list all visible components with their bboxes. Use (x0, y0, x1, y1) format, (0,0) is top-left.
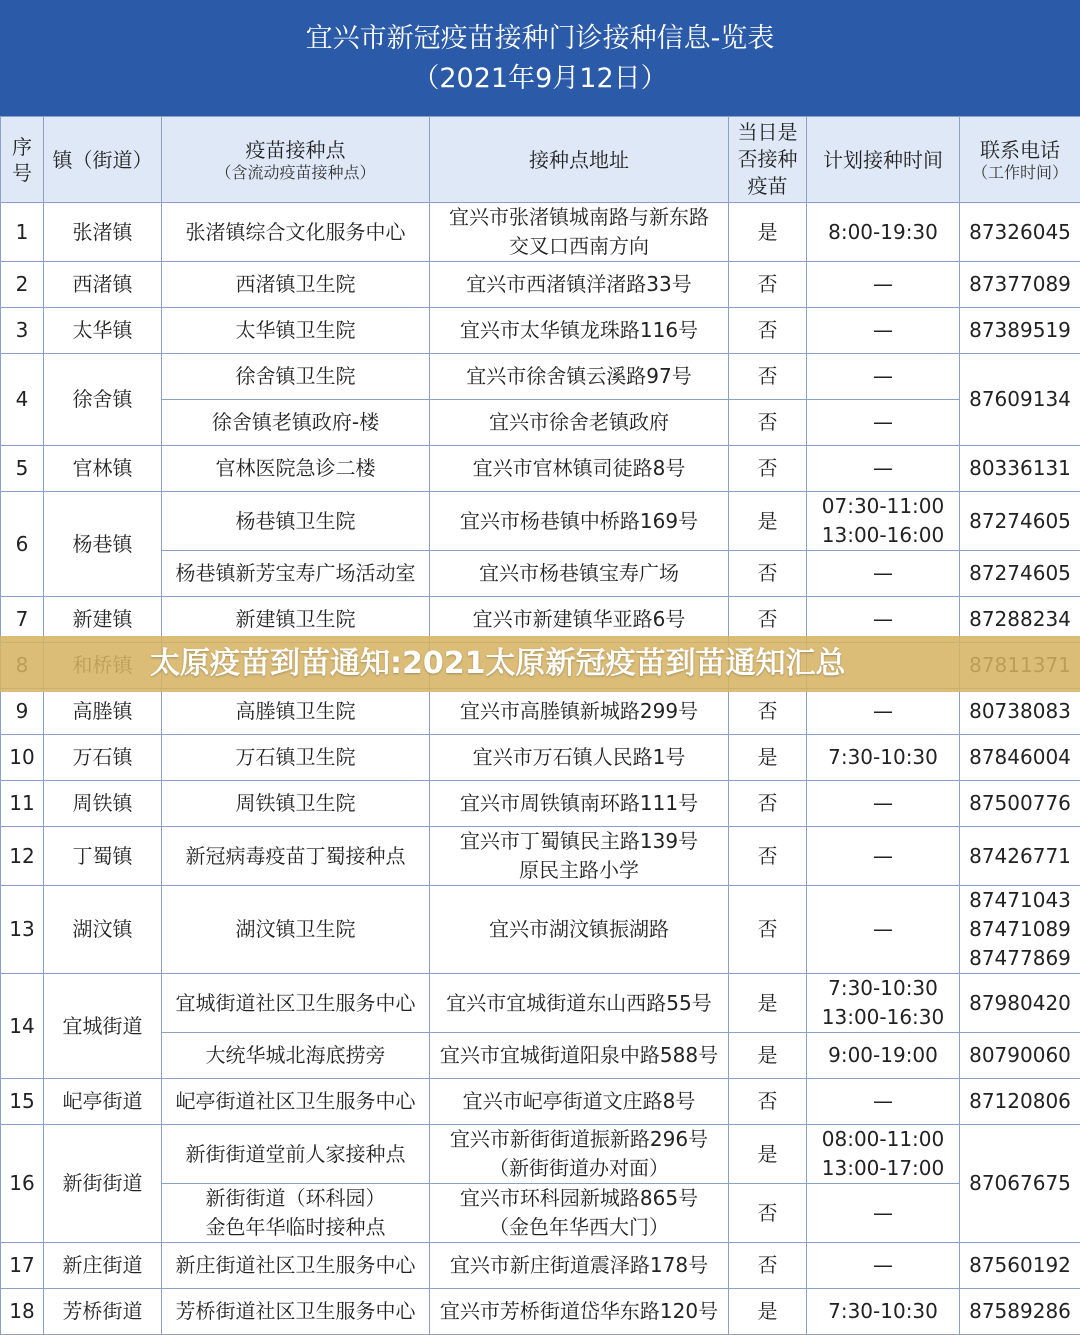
today-cell: 否 (729, 308, 807, 354)
town-cell: 杨巷镇 (44, 492, 162, 597)
time-cell (807, 827, 960, 886)
time-cell (807, 262, 960, 308)
address-cell-line: 宜兴市徐舍镇云溪路97号 (432, 362, 726, 391)
address-cell-line: 宜兴市丁蜀镇民主路139号 (432, 827, 726, 856)
town-cell: 徐舍镇 (44, 354, 162, 446)
time-cell-line: 13:00-16:30 (809, 1003, 957, 1032)
address-cell (430, 262, 729, 308)
site-cell: 屺亭街道社区卫生服务中心 (162, 1079, 430, 1125)
address-cell-line: 宜兴市太华镇龙珠路116号 (432, 316, 726, 345)
phone-cell (960, 689, 1080, 735)
address-cell (430, 354, 729, 400)
time-cell (807, 974, 960, 1033)
table-row (1, 1079, 1080, 1125)
address-cell-line: 宜兴市西渚镇洋渚路33号 (432, 270, 726, 299)
today-cell: 否 (729, 400, 807, 446)
today-cell: 否 (729, 354, 807, 400)
today-cell: 否 (729, 551, 807, 597)
town-cell: 新街街道 (44, 1125, 162, 1243)
address-cell (430, 1125, 729, 1184)
town-cell: 万石镇 (44, 735, 162, 781)
phone-cell-line: 87389519 (962, 316, 1078, 345)
address-cell (430, 735, 729, 781)
address-cell-line: 宜兴市湖汶镇振湖路 (432, 915, 726, 944)
time-cell (807, 1184, 960, 1243)
address-cell (430, 689, 729, 735)
address-cell (430, 446, 729, 492)
today-cell: 是 (729, 1289, 807, 1335)
time-cell-line: — (809, 842, 957, 871)
col-address-header: 接种点地址 (430, 117, 729, 203)
seq-cell: 14 (1, 974, 44, 1079)
site-cell: 湖汶镇卫生院 (162, 886, 430, 974)
today-cell: 否 (729, 1184, 807, 1243)
table-row (1, 1125, 1080, 1184)
today-cell: 否 (729, 262, 807, 308)
phone-cell-line: 87274605 (962, 507, 1078, 536)
site-cell: 高塍镇卫生院 (162, 689, 430, 735)
page-date: （2021年9月12日） (0, 60, 1080, 98)
address-cell-line: 原民主路小学 (432, 856, 726, 885)
site-cell: 官林医院急诊二楼 (162, 446, 430, 492)
time-cell (807, 1079, 960, 1125)
time-cell-line: — (809, 559, 957, 588)
address-cell-line: 宜兴市杨巷镇中桥路169号 (432, 507, 726, 536)
time-cell (807, 354, 960, 400)
table-row (1, 1184, 1080, 1243)
time-cell-line: 7:30-10:30 (809, 743, 957, 772)
town-cell: 周铁镇 (44, 781, 162, 827)
phone-cell (960, 781, 1080, 827)
table-row (1, 974, 1080, 1033)
time-cell-line: — (809, 697, 957, 726)
col-town-header: 镇（街道） (44, 117, 162, 203)
site-cell: 太华镇卫生院 (162, 308, 430, 354)
time-cell-line: 07:30-11:00 (809, 492, 957, 521)
address-cell-line: 宜兴市环科园新城路865号 (432, 1184, 726, 1213)
site-cell: 新庄街道社区卫生服务中心 (162, 1243, 430, 1289)
phone-cell (960, 1079, 1080, 1125)
address-cell-line: 宜兴市官林镇司徒路8号 (432, 454, 726, 483)
address-cell-line: 宜兴市周铁镇南环路111号 (432, 789, 726, 818)
seq-cell: 7 (1, 597, 44, 643)
phone-cell (960, 308, 1080, 354)
time-cell-line: — (809, 316, 957, 345)
address-cell-line: 宜兴市杨巷镇宝寿广场 (432, 559, 726, 588)
today-cell: 是 (729, 492, 807, 551)
site-cell: 芳桥街道社区卫生服务中心 (162, 1289, 430, 1335)
address-cell-line: 交叉口西南方向 (432, 232, 726, 261)
seq-cell: 12 (1, 827, 44, 886)
site-cell: 杨巷镇卫生院 (162, 492, 430, 551)
col-today-header: 当日是否接种疫苗 (729, 117, 807, 203)
table-row (1, 1243, 1080, 1289)
seq-cell: 16 (1, 1125, 44, 1243)
phone-cell-line: 87471089 (962, 915, 1078, 944)
time-cell (807, 400, 960, 446)
site-cell: 周铁镇卫生院 (162, 781, 430, 827)
address-cell (430, 781, 729, 827)
phone-cell (960, 262, 1080, 308)
table-row (1, 1033, 1080, 1079)
time-cell-line: — (809, 454, 957, 483)
time-cell-line: — (809, 1251, 957, 1280)
seq-cell: 9 (1, 689, 44, 735)
seq-cell: 13 (1, 886, 44, 974)
address-cell (430, 827, 729, 886)
address-cell-line: 宜兴市新庄街道震泽路178号 (432, 1251, 726, 1280)
time-cell (807, 492, 960, 551)
phone-cell-line: 80336131 (962, 454, 1078, 483)
table-row (1, 551, 1080, 597)
today-cell: 否 (729, 446, 807, 492)
phone-cell-line: 87377089 (962, 270, 1078, 299)
phone-cell (960, 492, 1080, 551)
today-cell: 是 (729, 203, 807, 262)
town-cell: 新庄街道 (44, 1243, 162, 1289)
time-cell (807, 1125, 960, 1184)
address-cell (430, 1289, 729, 1335)
time-cell (807, 203, 960, 262)
address-cell-line: 宜兴市芳桥街道岱华东路120号 (432, 1297, 726, 1326)
address-cell (430, 551, 729, 597)
overlay-banner: 太原疫苗到苗通知:2021太原新冠疫苗到苗通知汇总 (0, 636, 1080, 692)
table-row (1, 827, 1080, 886)
address-cell (430, 1243, 729, 1289)
address-cell-line: 宜兴市宜城街道东山西路55号 (432, 989, 726, 1018)
phone-cell (960, 203, 1080, 262)
town-cell: 官林镇 (44, 446, 162, 492)
address-cell (430, 1033, 729, 1079)
address-cell-line: 宜兴市宜城街道阳泉中路588号 (432, 1041, 726, 1070)
town-cell: 高塍镇 (44, 689, 162, 735)
phone-cell (960, 1125, 1080, 1243)
site-cell-line: 新街街道（环科园） (164, 1184, 427, 1213)
time-cell-line: — (809, 915, 957, 944)
table-row (1, 400, 1080, 446)
address-cell (430, 492, 729, 551)
table-row (1, 781, 1080, 827)
col-time-header: 计划接种时间 (807, 117, 960, 203)
time-cell-line: 13:00-17:00 (809, 1154, 957, 1183)
site-cell (162, 1184, 430, 1243)
table-row (1, 308, 1080, 354)
site-cell-line: 金色年华临时接种点 (164, 1213, 427, 1242)
today-cell: 否 (729, 597, 807, 643)
time-cell-line: 7:30-10:30 (809, 974, 957, 1003)
table-row (1, 689, 1080, 735)
seq-cell: 5 (1, 446, 44, 492)
time-cell (807, 1289, 960, 1335)
time-cell (807, 886, 960, 974)
phone-cell (960, 1033, 1080, 1079)
table-row (1, 735, 1080, 781)
site-cell: 杨巷镇新芳宝寿广场活动室 (162, 551, 430, 597)
seq-cell: 10 (1, 735, 44, 781)
time-cell (807, 551, 960, 597)
col-phone-header: 联系电话 （工作时间） (960, 117, 1080, 203)
phone-cell-line: 87120806 (962, 1087, 1078, 1116)
time-cell (807, 1033, 960, 1079)
col-site-header: 疫苗接种点 （含流动疫苗接种点） (162, 117, 430, 203)
today-cell: 否 (729, 1243, 807, 1289)
address-cell (430, 203, 729, 262)
seq-cell: 3 (1, 308, 44, 354)
time-cell-line: — (809, 1087, 957, 1116)
address-cell-line: 宜兴市新街街道振新路296号 (432, 1125, 726, 1154)
seq-cell: 11 (1, 781, 44, 827)
address-cell-line: 宜兴市新建镇华亚路6号 (432, 605, 726, 634)
table-row (1, 1289, 1080, 1335)
phone-cell-line: 87980420 (962, 989, 1078, 1018)
vaccination-table (0, 116, 1080, 1335)
phone-cell (960, 446, 1080, 492)
site-cell: 新建镇卫生院 (162, 597, 430, 643)
time-cell (807, 1243, 960, 1289)
today-cell: 是 (729, 735, 807, 781)
town-cell: 屺亭街道 (44, 1079, 162, 1125)
time-cell (807, 308, 960, 354)
seq-cell: 4 (1, 354, 44, 446)
address-cell (430, 1184, 729, 1243)
phone-cell-line: 87274605 (962, 559, 1078, 588)
page-title: 宜兴市新冠疫苗接种门诊接种信息-览表 (0, 20, 1080, 58)
today-cell: 是 (729, 1033, 807, 1079)
town-cell: 湖汶镇 (44, 886, 162, 974)
time-cell (807, 781, 960, 827)
phone-cell-line: 87589286 (962, 1297, 1078, 1326)
today-cell: 否 (729, 827, 807, 886)
phone-cell (960, 551, 1080, 597)
address-cell (430, 886, 729, 974)
address-cell-line: （新街街道办对面） (432, 1154, 726, 1183)
phone-cell-line: 87500776 (962, 789, 1078, 818)
phone-cell-line: 80738083 (962, 697, 1078, 726)
phone-cell-line: 87846004 (962, 743, 1078, 772)
site-cell: 张渚镇综合文化服务中心 (162, 203, 430, 262)
time-cell-line: 9:00-19:00 (809, 1041, 957, 1070)
phone-cell-line: 87609134 (962, 385, 1078, 414)
site-cell: 新街街道堂前人家接种点 (162, 1125, 430, 1184)
town-cell: 新建镇 (44, 597, 162, 643)
time-cell-line: — (809, 605, 957, 634)
seq-cell: 6 (1, 492, 44, 597)
town-cell: 丁蜀镇 (44, 827, 162, 886)
town-cell: 宜城街道 (44, 974, 162, 1079)
phone-cell-line: 87288234 (962, 605, 1078, 634)
town-cell: 芳桥街道 (44, 1289, 162, 1335)
time-cell-line: 8:00-19:30 (809, 218, 957, 247)
table-row (1, 262, 1080, 308)
town-cell: 张渚镇 (44, 203, 162, 262)
time-cell-line: 7:30-10:30 (809, 1297, 957, 1326)
town-cell: 西渚镇 (44, 262, 162, 308)
time-cell-line: — (809, 270, 957, 299)
phone-cell (960, 1289, 1080, 1335)
time-cell-line: — (809, 1199, 957, 1228)
today-cell: 是 (729, 1125, 807, 1184)
phone-cell (960, 827, 1080, 886)
address-cell-line: 宜兴市张渚镇城南路与新东路 (432, 203, 726, 232)
time-cell-line: 08:00-11:00 (809, 1125, 957, 1154)
phone-cell-line: 87471043 (962, 886, 1078, 915)
today-cell: 否 (729, 886, 807, 974)
phone-cell (960, 735, 1080, 781)
site-cell: 徐舍镇卫生院 (162, 354, 430, 400)
address-cell-line: 宜兴市万石镇人民路1号 (432, 743, 726, 772)
town-cell: 太华镇 (44, 308, 162, 354)
table-row (1, 354, 1080, 400)
address-cell-line: 宜兴市高塍镇新城路299号 (432, 697, 726, 726)
time-cell (807, 689, 960, 735)
site-cell: 新冠病毒疫苗丁蜀接种点 (162, 827, 430, 886)
time-cell-line: — (809, 789, 957, 818)
table-header-row (1, 117, 1080, 203)
seq-cell: 15 (1, 1079, 44, 1125)
address-cell-line: 宜兴市徐舍老镇政府 (432, 408, 726, 437)
seq-cell: 1 (1, 203, 44, 262)
phone-cell-line: 80790060 (962, 1041, 1078, 1070)
site-cell: 大统华城北海底捞旁 (162, 1033, 430, 1079)
phone-cell-line: 87067675 (962, 1169, 1078, 1198)
seq-cell: 18 (1, 1289, 44, 1335)
time-cell-line: 13:00-16:00 (809, 521, 957, 550)
time-cell (807, 735, 960, 781)
address-cell (430, 400, 729, 446)
address-cell-line: 宜兴市屺亭街道文庄路8号 (432, 1087, 726, 1116)
phone-cell-line: 87477869 (962, 944, 1078, 973)
address-cell (430, 974, 729, 1033)
time-cell-line: — (809, 408, 957, 437)
table-row (1, 886, 1080, 974)
table-body (1, 203, 1080, 1335)
address-cell (430, 308, 729, 354)
table-row (1, 492, 1080, 551)
site-cell: 西渚镇卫生院 (162, 262, 430, 308)
table-row (1, 446, 1080, 492)
address-cell (430, 1079, 729, 1125)
site-cell: 万石镇卫生院 (162, 735, 430, 781)
today-cell: 是 (729, 974, 807, 1033)
today-cell: 否 (729, 1079, 807, 1125)
page-header (0, 0, 1080, 116)
table-row (1, 203, 1080, 262)
today-cell: 否 (729, 689, 807, 735)
site-cell: 宜城街道社区卫生服务中心 (162, 974, 430, 1033)
time-cell (807, 446, 960, 492)
seq-cell: 2 (1, 262, 44, 308)
phone-cell-line: 87426771 (962, 842, 1078, 871)
phone-cell (960, 354, 1080, 446)
today-cell: 否 (729, 781, 807, 827)
phone-cell (960, 1243, 1080, 1289)
seq-cell: 17 (1, 1243, 44, 1289)
time-cell-line: — (809, 362, 957, 391)
phone-cell-line: 87326045 (962, 218, 1078, 247)
address-cell-line: （金色年华西大门） (432, 1213, 726, 1242)
phone-cell (960, 974, 1080, 1033)
phone-cell (960, 886, 1080, 974)
phone-cell-line: 87560192 (962, 1251, 1078, 1280)
col-seq-header: 序号 (1, 117, 44, 203)
site-cell: 徐舍镇老镇政府-楼 (162, 400, 430, 446)
